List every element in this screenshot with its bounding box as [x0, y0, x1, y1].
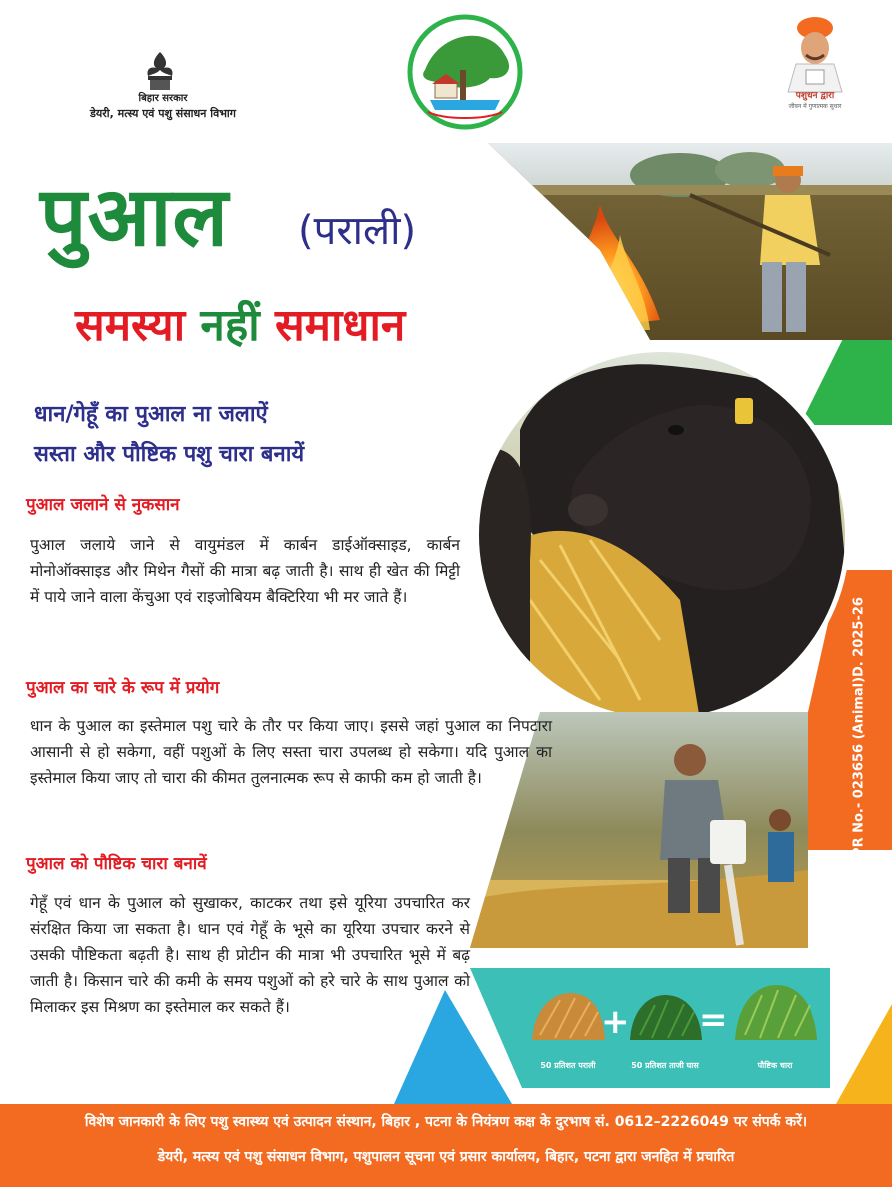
- government-name: बिहार सरकार: [138, 93, 188, 104]
- pashudhan-logo: [772, 14, 858, 111]
- section-heading-harm: पुआल जलाने से नुकसान: [26, 495, 180, 515]
- section-heading-nutritious: पुआल को पौष्टिक चारा बनावें: [26, 854, 207, 874]
- poster-title: पुआल: [40, 170, 229, 265]
- section-heading-fodder-use: पुआल का चारे के रूप में प्रयोग: [26, 678, 220, 698]
- burning-field-photo: [488, 143, 892, 343]
- pashudhan-title: पशुधन द्वारा: [795, 91, 835, 101]
- mix-label-grass: 50 प्रतिशत ताजी घास: [631, 1061, 699, 1070]
- plus-sign: +: [601, 1002, 630, 1042]
- mascot-spacer: [786, 14, 844, 90]
- footer-publisher: डेयरी, मत्स्य एवं पशु संसाधन विभाग, पशुपालन सूचना एवं प्रसार कार्यालय, बिहार, पटना द्वारा जनहित में प्रचारित: [157, 1149, 735, 1165]
- tagline-line-2: सस्ता और पौष्टिक पशु चारा बनायें: [34, 442, 305, 467]
- emblem-spacer: [146, 44, 180, 90]
- equals-sign: =: [699, 1000, 728, 1040]
- subtitle-word-3: समाधान: [274, 300, 406, 351]
- cow-eating-straw-photo: [470, 345, 860, 725]
- mix-label-result: पौष्टिक चारा: [757, 1061, 793, 1070]
- government-block: [58, 44, 268, 122]
- poster-subtitle: [75, 296, 405, 356]
- section-body-nutritious: गेहूँ एवं धान के पुआल को सुखाकर, काटकर तथा इसे यूरिया उपचारित कर संरक्षित किया जा सकता है। धान एवं गेहूँ के भूसे का यूरिया उपचार करने से उसकी पौष्टिकता बढ़ती है। साथ ही प्रोटीन की मात्रा भी उपचारित भूसे में बढ़ जाती है। किसान चारे की कमी के समय पशुओं को हरे चारे के साथ पुआल को मिलाकर इस मिश्रण का इस्तेमाल कर सकते हैं।: [30, 894, 470, 1016]
- tagline-line-1: धान/गेहूँ का पुआल ना जलाऐं: [34, 402, 268, 427]
- footer-contact: विशेष जानकारी के लिए पशु स्वास्थ्य एवं उत्पादन संस्थान, बिहार , पटना के नियंत्रण कक्ष के दुरभाष सं. 0612–2226049 पर संपर्क करें।: [84, 1114, 808, 1130]
- pr-number: PR No.- 023656 (Animal)D. 2025-26: [851, 597, 867, 857]
- section-body-harm: पुआल जलाये जाने से वायुमंडल में कार्बन डाईऑक्साइड, कार्बन मोनोऑक्साइड और मिथेन गैसों की मात्रा बढ़ जाती है। साथ ही खेत की मिट्टी में पाये जाने वाला केंचुआ एवं राइजोबियम बैक्टिरिया भी मर जाते हैं।: [30, 536, 460, 606]
- poster-title-paren: (पराली): [298, 208, 417, 254]
- jal-jeevan-hariyali-logo: [410, 17, 520, 127]
- subtitle-word-1: समस्या: [75, 300, 186, 351]
- department-name: डेयरी, मत्स्य एवं पशु संसाधन विभाग: [90, 107, 236, 120]
- pashudhan-tagline: जीवन में गुणात्मक सुधार: [788, 103, 842, 110]
- subtitle-word-2: नहीं: [200, 300, 260, 351]
- yellow-triangle: [836, 1004, 892, 1104]
- section-body-fodder-use: धान के पुआल का इस्तेमाल पशु चारे के तौर पर किया जाए। इससे जहां पुआल का निपटारा आसानी से हो सकेगा, वहीं पशुओं के लिए सस्ता चारा उपलब्ध हो सकेगा। यदि पुआल का इस्तेमाल किया जाए तो चारा की कीमत तुलनात्मक रूप से काफी कम हो जाती है।: [30, 717, 552, 787]
- mix-label-straw: 50 प्रतिशत पराली: [540, 1061, 596, 1070]
